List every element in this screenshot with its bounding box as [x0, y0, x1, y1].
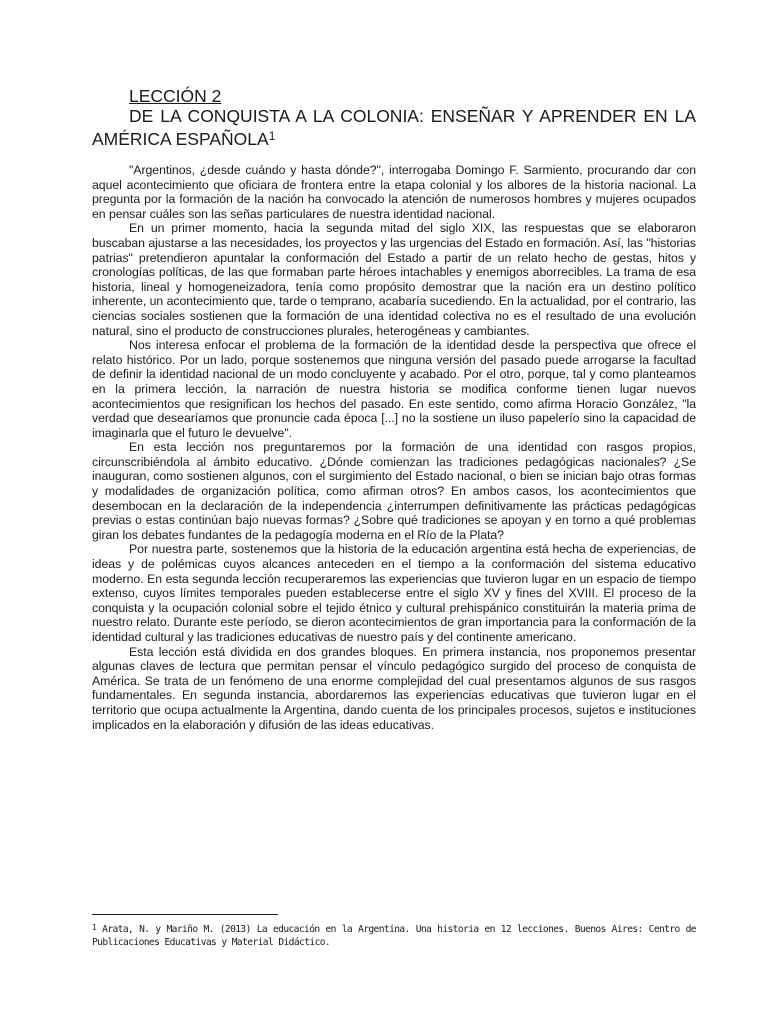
lesson-heading: [92, 86, 696, 149]
footnote-divider: [92, 914, 278, 915]
paragraph: Por nuestra parte, sostenemos que la historia de la educación argentina está hecha de experiencias, de ideas y de polémicas cuyos alcances anteceden en el tiempo a la conformación del sistema educativo moderno. En esta segunda lección recuperaremos las experiencias que tuvieron lugar en un espacio de tiempo extenso, cuyos límites temporales pueden establecerse entre el siglo XV y fines del XVIII. El proceso de la conquista y la ocupación colonial sobre el tejido étnico y cultural prehispánico constituirán la materia prima de nuestro relato. Durante este período, se dieron acontecimientos de gran importancia para la conformación de la identidad cultural y las tradiciones educativas de nuestro país y del continente americano.: [92, 542, 696, 644]
footnote-text: Arata, N. y Mariño M. (2013) La educación en la Argentina. Una historia en 12 lecciones. Buenos Aires: Centro de Publicaciones Educativas y Material Didáctico.: [92, 924, 696, 948]
footnote: [92, 921, 696, 949]
document-body: [92, 163, 696, 732]
paragraph: "Argentinos, ¿desde cuándo y hasta dónde?", interrogaba Domingo F. Sarmiento, procurando dar con aquel acontecimiento que oficiara de frontera entre la etapa colonial y los albores de la historia nacional. La pregunta por la formación de la nación ha convocado la atención de numerosos hombres y mujeres ocupados en pensar cuáles son las señas particulares de nuestra identidad nacional.: [92, 163, 696, 221]
footnote-marker: 1: [92, 923, 97, 932]
paragraph: En un primer momento, hacia la segunda mitad del siglo XIX, las respuestas que se elaboraron buscaban ajustarse a las necesidades, los proyectos y las urgencias del Estado en formación. Así, las "historias patrias" pretendieron apuntalar la conformación del Estado a partir de un relato hecho de gestas, hitos y cronologías políticas, de las que formaban parte héroes intachables y enemigos aborrecibles. La trama de esa historia, lineal y homogeneizadora, tenía como propósito demostrar que la nación era un destino político inherente, un acontecimiento que, tarde o temprano, acabaría sucediendo. En la actualidad, por el contrario, las ciencias sociales sostienen que la formación de una identidad colectiva no es el resultado de una evolución natural, sino el producto de construcciones plurales, heterogéneas y cambiantes.: [92, 221, 696, 338]
lesson-title-line-2: [92, 126, 696, 149]
paragraph: En esta lección nos preguntaremos por la formación de una identidad con rasgos propios, circunscribiéndola al ámbito educativo. ¿Dónde comienzan las tradiciones pedagógicas nacionales? ¿Se inauguran, como sostienen algunos, con el surgimiento del Estado nacional, o bien se inician bajo otras formas y modalidades de organización política, como afirman otros? En ambos casos, los acontecimientos que desembocan en la declaración de la independencia ¿interrumpen definitivamente las prácticas pedagógicas previas o estas continúan bajo nuevas formas? ¿Sobre qué tradiciones se apoyan y en torno a qué problemas giran los debates fundantes de la pedagogía moderna en el Río de la Plata?: [92, 440, 696, 542]
lesson-title-text: AMÉRICA ESPAÑOLA: [92, 129, 269, 149]
paragraph: Esta lección está dividida en dos grandes bloques. En primera instancia, nos proponemos presentar algunas claves de lectura que permitan pensar el vínculo pedagógico surgido del proceso de conquista de América. Se trata de un fenómeno de una enorme complejidad del cual presentamos algunos de sus rasgos fundamentales. En segunda instancia, abordaremos las experiencias educativas que tuvieron lugar en el territorio que ocupa actualmente la Argentina, dando cuenta de los principales procesos, sujetos e instituciones implicados en la elaboración y difusión de las ideas educativas.: [92, 644, 696, 732]
document-page: [92, 86, 696, 732]
paragraph: Nos interesa enfocar el problema de la formación de la identidad desde la perspectiva que ofrece el relato histórico. Por un lado, porque sostenemos que ninguna versión del pasado puede arrogarse la facultad de definir la identidad nacional de un modo concluyente y acabado. Por el otro, porque, tal y como planteamos en la primera lección, la narración de nuestra historia se modifica conforme tienen lugar nuevos acontecimientos que resignifican los hechos del pasado. En este sentido, como afirma Horacio González, "la verdad que desearíamos que pronuncie cada época [...] no la sostiene un iluso papelerío sino la capacidad de imaginarla que el futuro le devuelve".: [92, 338, 696, 440]
footnote-reference[interactable]: 1: [268, 129, 276, 143]
lesson-label: LECCIÓN 2: [129, 86, 222, 106]
lesson-title-line-1: DE LA CONQUISTA A LA COLONIA: ENSEÑAR Y APRENDER EN LA: [129, 106, 696, 126]
